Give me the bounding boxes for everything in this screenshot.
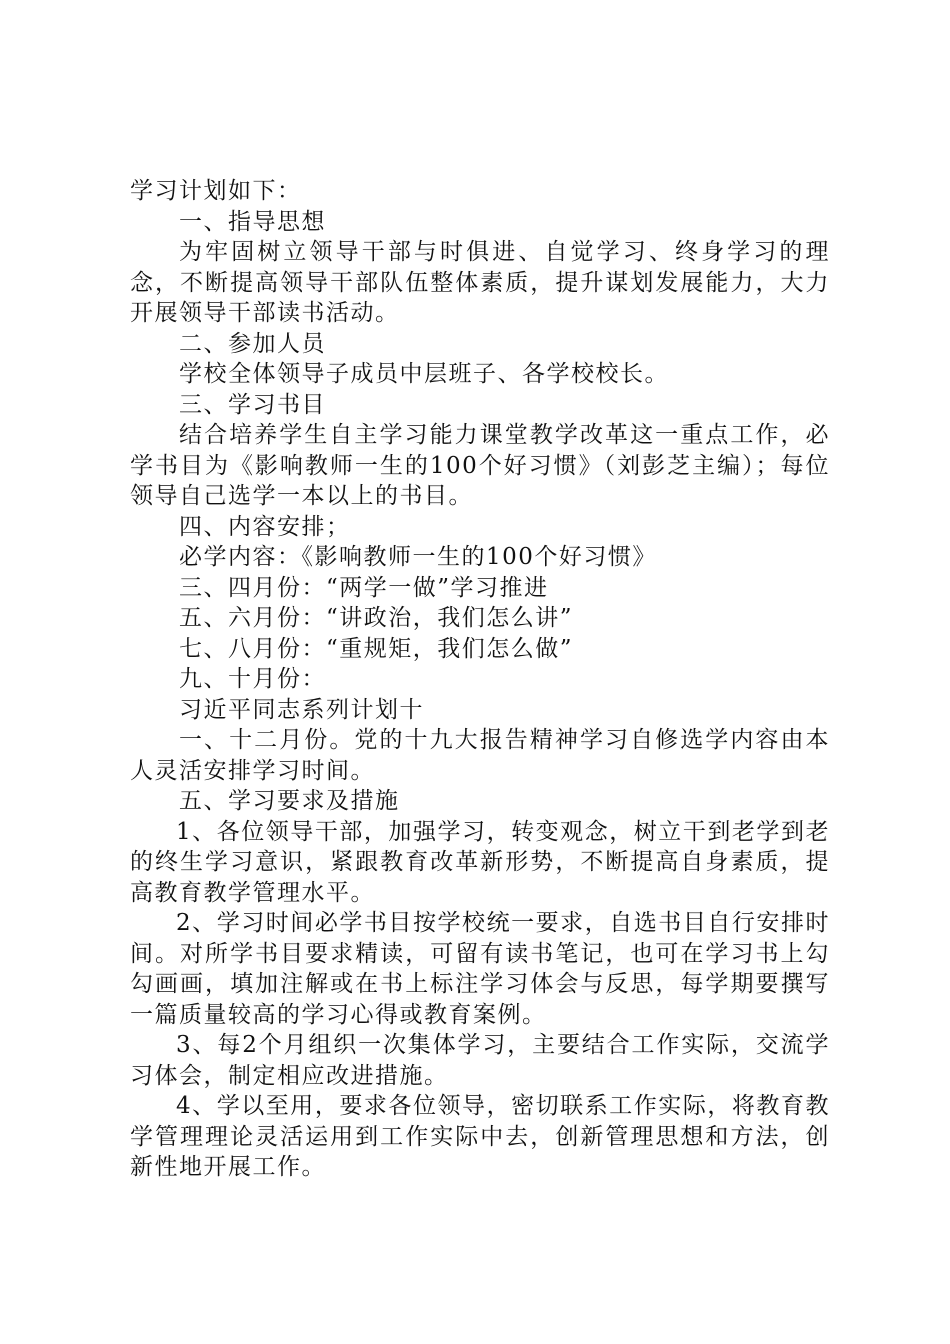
section-heading-guiding-thought: 一、指导思想	[179, 208, 326, 235]
requirement-item-4: 4、学以至用，要求各位领导，密切联系工作实际，将教育教学管理理论灵活运用到工作实际中去，创新管理思想和方法，创新性地开展工作。	[130, 1093, 830, 1180]
requirement-item-3: 3、每2个月组织一次集体学习，主要结合工作实际，交流学习体会，制定相应改进措施。	[130, 1032, 830, 1089]
requirement-item-1: 1、各位领导干部，加强学习，转变观念，树立干到老学到老的终生学习意识，紧跟教育改革新形势，不断提高自身素质，提高教育教学管理水平。	[130, 818, 830, 906]
document-body	[130, 176, 830, 1183]
paragraph-participants: 学校全体领导子成员中层班子、各学校校长。	[179, 361, 669, 387]
schedule-item-dec: 一、十二月份。党的十九大报告精神学习自修选学内容由本人灵活安排学习时间。	[130, 727, 830, 784]
paragraph-books: 结合培养学生自主学习能力课堂教学改革这一重点工作，必学书目为《影响教师一生的100个好习惯》（刘彭芝主编）；每位领导自己选学一本以上的书目。	[130, 422, 830, 509]
intro-line: 学习计划如下：	[130, 178, 302, 204]
paragraph-required-content: 必学内容：《影响教师一生的100个好习惯》	[179, 544, 657, 570]
section-heading-books: 三、学习书目	[179, 391, 326, 418]
schedule-item-series: 习近平同志系列计划十	[179, 696, 424, 723]
section-heading-content: 四、内容安排；	[179, 513, 351, 540]
requirement-item-2: 2、学习时间必学书目按学校统一要求，自选书目自行安排时间。对所学书目要求精读，可留有读书笔记，也可在学习书上勾勾画画，填加注解或在书上标注学习体会与反思，每学期要撰写一篇质量较高的学习心得或教育案例。	[130, 910, 830, 1028]
schedule-item-sep-oct: 九、十月份：	[179, 666, 326, 692]
section-heading-participants: 二、参加人员	[179, 330, 326, 357]
schedule-item-mar-apr: 三、四月份：“两学一做”学习推进	[179, 574, 549, 601]
schedule-item-may-jun: 五、六月份：“讲政治，我们怎么讲”	[179, 605, 574, 631]
paragraph-guiding-thought: 为牢固树立领导干部与时俱进、自觉学习、终身学习的理念，不断提高领导干部队伍整体素质，提升谋划发展能力，大力开展领导干部读书活动。	[130, 239, 830, 326]
section-heading-requirements: 五、学习要求及措施	[179, 788, 400, 814]
schedule-item-jul-aug: 七、八月份：“重规矩，我们怎么做”	[179, 635, 574, 662]
